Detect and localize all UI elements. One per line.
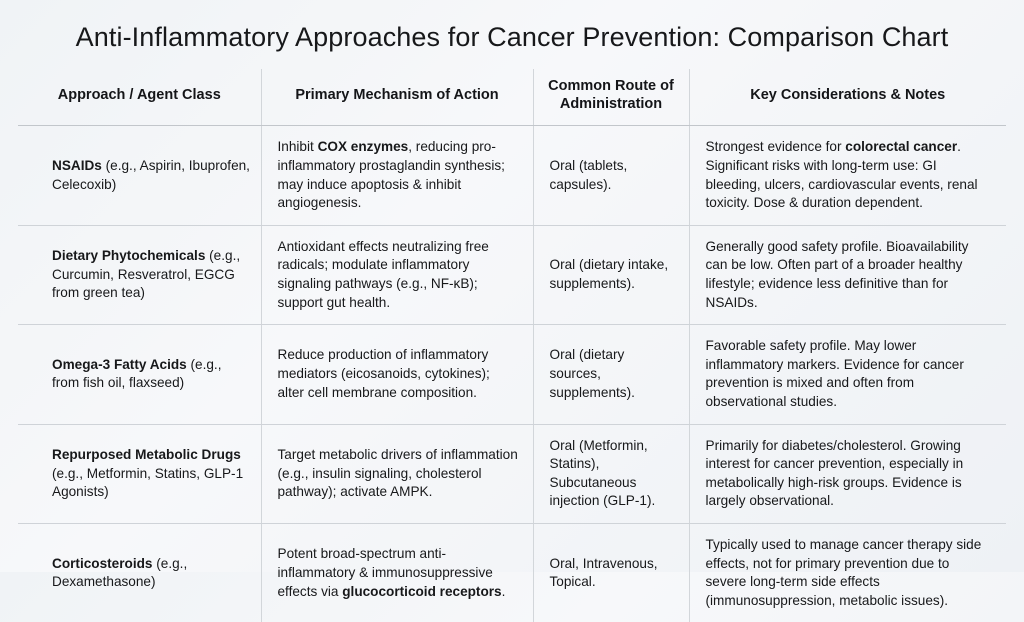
cell-notes bbox=[689, 225, 1006, 324]
notes-text-pre: Typically used to manage cancer therapy side effects, not for primary prevention due to severe long-term side effects (immunosuppression, metabolic issues). bbox=[705, 537, 982, 608]
table-row bbox=[18, 524, 1006, 622]
table-header-row bbox=[18, 69, 1006, 126]
cell-mechanism bbox=[261, 126, 533, 225]
cell-route: Oral (Metformin, Statins), Subcutaneous injection (GLP-1). bbox=[533, 424, 689, 523]
cell-mechanism bbox=[261, 225, 533, 324]
table-row bbox=[18, 225, 1006, 324]
approach-examples: (e.g., Dexamethasone) bbox=[52, 555, 188, 590]
mechanism-text-pre: Antioxidant effects neutralizing free radicals; modulate inflammatory signaling pathways (e.g., NF-κB); support gut health. bbox=[277, 238, 489, 310]
cell-notes bbox=[689, 126, 1006, 225]
column-header-notes: Key Considerations & Notes bbox=[689, 69, 1006, 126]
approach-examples: (e.g., Metformin, Statins, GLP-1 Agonists) bbox=[52, 465, 244, 500]
approach-examples: (e.g., Curcumin, Resveratrol, EGCG from green tea) bbox=[52, 248, 241, 301]
approach-examples: (e.g., Aspirin, Ibuprofen, Celecoxib) bbox=[52, 157, 250, 192]
cell-approach bbox=[18, 524, 261, 622]
cell-route: Oral (dietary sources, supplements). bbox=[533, 325, 689, 424]
cell-approach bbox=[18, 424, 261, 523]
cell-mechanism bbox=[261, 524, 533, 622]
cell-mechanism bbox=[261, 325, 533, 424]
approach-name: Corticosteroids bbox=[52, 555, 153, 571]
notes-text-post: . Significant risks with long-term use: GI bleeding, ulcers, cardiovascular events, renal toxicity. Dose & duration dependent. bbox=[705, 139, 978, 211]
comparison-table bbox=[18, 69, 1006, 622]
table-row bbox=[18, 126, 1006, 225]
cell-approach bbox=[18, 325, 261, 424]
notes-text-pre: Primarily for diabetes/cholesterol. Growing interest for cancer prevention, especially in metabolically high-risk groups. Evidence is largely observational. bbox=[705, 437, 964, 509]
cell-notes bbox=[689, 524, 1006, 622]
page-title: Anti-Inflammatory Approaches for Cancer Prevention: Comparison Chart bbox=[75, 22, 949, 52]
cell-mechanism bbox=[261, 424, 533, 523]
notes-text-emphasis: colorectal cancer bbox=[845, 139, 958, 155]
cell-approach bbox=[18, 126, 261, 225]
mechanism-text-pre: Target metabolic drivers of inflammation (e.g., insulin signaling, cholesterol pathway); activate AMPK. bbox=[277, 446, 518, 500]
cell-route: Oral (tablets, capsules). bbox=[533, 126, 689, 225]
column-header-mechanism: Primary Mechanism of Action bbox=[261, 69, 533, 126]
cell-route: Oral, Intravenous, Topical. bbox=[533, 524, 689, 622]
mechanism-text-pre: Inhibit bbox=[277, 139, 318, 155]
table-row bbox=[18, 325, 1006, 424]
notes-text-pre: Strongest evidence for bbox=[705, 139, 846, 155]
approach-name: Repurposed Metabolic Drugs bbox=[52, 446, 241, 462]
table-body bbox=[18, 126, 1006, 622]
approach-name: NSAIDs bbox=[52, 157, 102, 173]
approach-name: Omega-3 Fatty Acids bbox=[52, 356, 187, 372]
column-header-route: Common Route of Administration bbox=[533, 69, 689, 126]
mechanism-text-emphasis: glucocorticoid receptors bbox=[342, 583, 502, 599]
cell-route: Oral (dietary intake, supplements). bbox=[533, 225, 689, 324]
cell-notes bbox=[689, 325, 1006, 424]
table-header bbox=[18, 69, 1006, 126]
table-row bbox=[18, 424, 1006, 523]
mechanism-text-post: , reducing pro-inflammatory prostaglandin synthesis; may induce apoptosis & inhibit angiogenesis. bbox=[277, 139, 505, 211]
notes-text-pre: Favorable safety profile. May lower inflammatory markers. Evidence for cancer prevention is mixed and often from observational studies. bbox=[705, 338, 964, 409]
cell-approach bbox=[18, 225, 261, 324]
mechanism-text-post: . bbox=[501, 583, 506, 599]
notes-text-pre: Generally good safety profile. Bioavailability can be low. Often part of a broader healthy lifestyle; evidence less definitive than for NSAIDs. bbox=[705, 238, 969, 310]
mechanism-text-pre: Reduce production of inflammatory mediators (eicosanoids, cytokines); alter cell membrane composition. bbox=[277, 347, 490, 400]
cell-notes bbox=[689, 424, 1006, 523]
approach-name: Dietary Phytochemicals bbox=[52, 248, 206, 264]
mechanism-text-emphasis: COX enzymes bbox=[317, 139, 409, 155]
column-header-approach: Approach / Agent Class bbox=[18, 69, 261, 126]
mechanism-text-pre: Potent broad-spectrum anti-inflammatory & immunosuppressive effects via bbox=[277, 546, 493, 599]
approach-examples: (e.g., from fish oil, flaxseed) bbox=[52, 356, 222, 391]
